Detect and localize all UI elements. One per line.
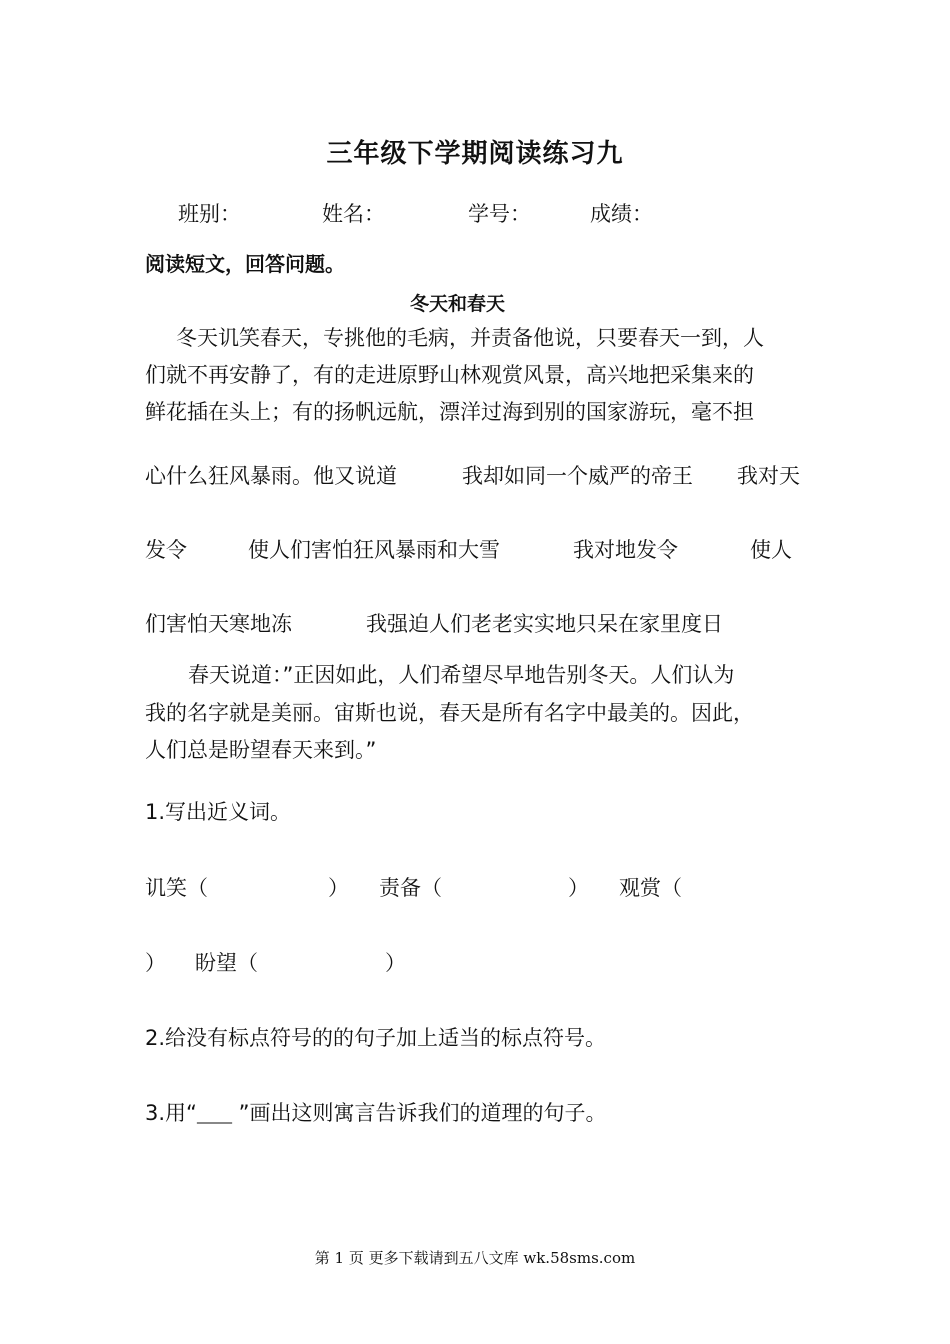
- synonym-close: ）: [385, 951, 406, 975]
- synonym-item: 盼望（: [195, 951, 258, 975]
- question-text: 写出近义词。: [165, 800, 292, 824]
- gap-line-segment: 使人们害怕狂风暴雨和大雪: [248, 538, 500, 562]
- gap-line-segment: 我却如同一个威严的帝王: [462, 464, 693, 488]
- synonym-item: 责备（: [379, 876, 442, 900]
- question-text-pre: 用“: [165, 1101, 197, 1125]
- page-title: 三年级下学期阅读练习九: [326, 139, 624, 169]
- question-2: [145, 1022, 606, 1052]
- passage-line: 我的名字就是美丽。宙斯也说，春天是所有名字中最美的。因此，: [145, 701, 754, 725]
- synonym-item: 观赏（: [619, 876, 682, 900]
- gap-line-segment: 我对天: [737, 464, 800, 488]
- gap-line-segment: 们害怕天寒地冻: [145, 612, 292, 636]
- passage-line: 春天说道：”正因如此，人们希望尽早地告别冬天。人们认为: [188, 663, 735, 687]
- passage-line: 人们总是盼望春天来到。”: [145, 738, 377, 762]
- synonym-close: ）: [145, 951, 166, 975]
- gap-line-segment: 使人: [750, 538, 792, 562]
- passage-title: 冬天和春天: [409, 293, 505, 315]
- name-label: 姓名：: [322, 202, 385, 226]
- question-number: 1.: [145, 800, 166, 824]
- synonym-item: 讥笑（: [145, 876, 208, 900]
- synonym-close: ）: [568, 876, 589, 900]
- question-number: 3.: [145, 1101, 166, 1125]
- question-text: 给没有标点符号的的句子加上适当的标点符号。: [165, 1026, 607, 1050]
- passage-line: 冬天讥笑春天，专挑他的毛病，并责备他说，只要春天一到，人: [176, 326, 764, 350]
- question-text-post: ”画出这则寓言告诉我们的道理的句子。: [231, 1101, 607, 1125]
- score-label: 成绩：: [590, 202, 653, 226]
- question-1: [145, 796, 291, 826]
- passage-line: 们就不再安静了，有的走进原野山林观赏风景，高兴地把采集来的: [145, 363, 754, 387]
- gap-line-segment: 我强迫人们老老实实地只呆在家里度日: [366, 612, 723, 636]
- gap-line-segment: 我对地发令: [573, 538, 678, 562]
- gap-line-segment: 发令: [145, 538, 187, 562]
- synonym-close: ）: [328, 876, 349, 900]
- instruction: 阅读短文，回答问题。: [145, 252, 345, 276]
- underline-mark: _____: [196, 1108, 232, 1124]
- student-id-label: 学号：: [468, 202, 531, 226]
- question-number: 2.: [145, 1026, 166, 1050]
- gap-line-segment: 心什么狂风暴雨。他又说道: [145, 464, 397, 488]
- question-3: [145, 1097, 607, 1127]
- page-footer: 第 1 页 更多下载请到五八文库 wk.58sms.com: [314, 1249, 636, 1267]
- class-label: 班别：: [178, 202, 241, 226]
- passage-line: 鲜花插在头上；有的扬帆远航，漂洋过海到别的国家游玩，毫不担: [145, 400, 754, 424]
